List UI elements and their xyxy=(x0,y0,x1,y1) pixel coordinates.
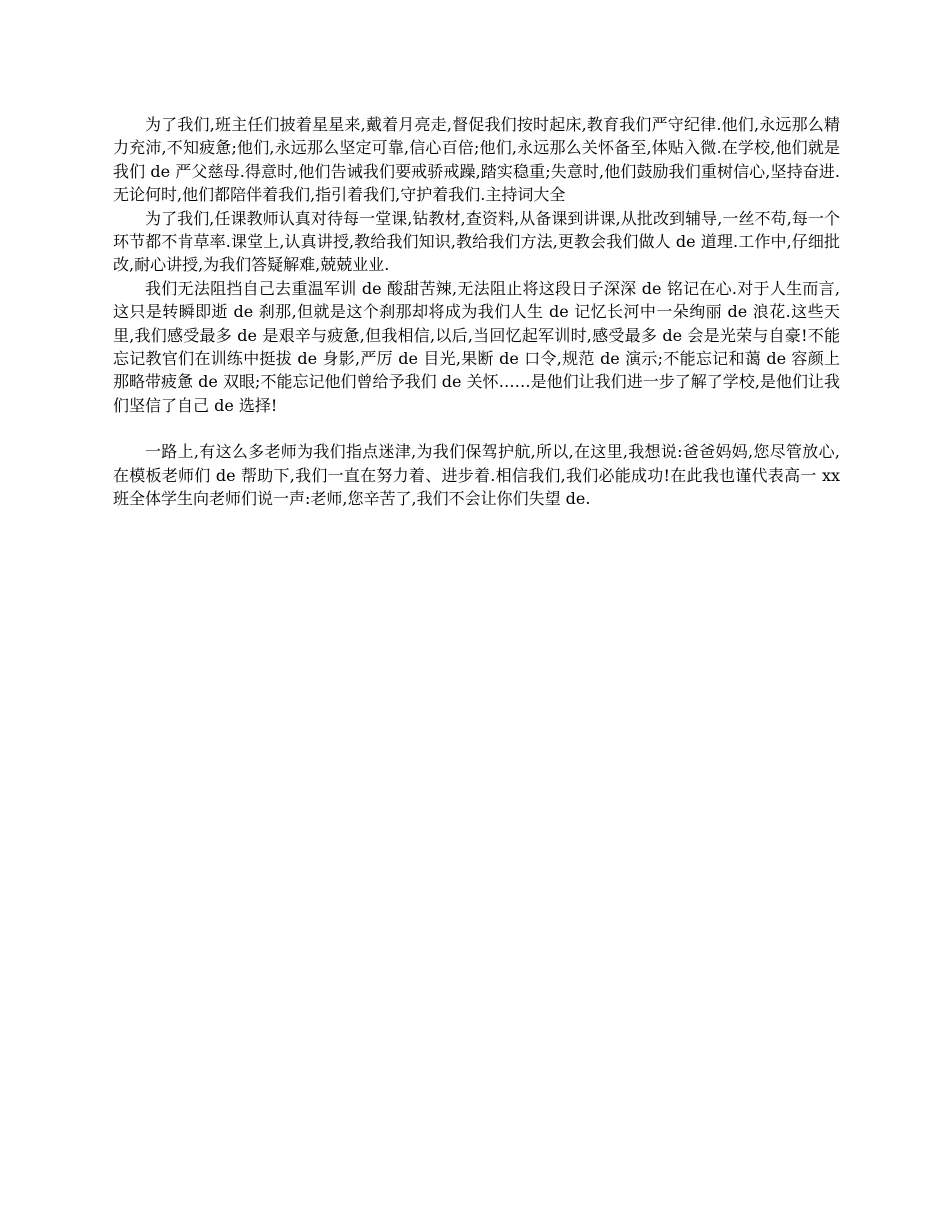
paragraph-subject-teachers: 为了我们,任课教师认真对待每一堂课,钻教材,查资料,从备课到讲课,从批改到辅导,一丝不苟,每一个环节都不肯草率.课堂上,认真讲授,教给我们知识,教给我们方法,更教会我们做人 de 道理.工作中,仔细批改,耐心讲授,为我们答疑解难,兢兢业业. xyxy=(113,208,840,275)
paragraph-closing-thanks: 一路上,有这么多老师为我们指点迷津,为我们保驾护航,所以,在这里,我想说:爸爸妈妈,您尽管放心,在模板老师们 de 帮助下,我们一直在努力着、进步着.相信我们,我们必能成功!在此我也谨代表高一 xx 班全体学生向老师们说一声:老师,您辛苦了,我们不会让你们失望 de. xyxy=(113,442,840,509)
document-page xyxy=(113,113,840,511)
paragraph-military-training: 我们无法阻挡自己去重温军训 de 酸甜苦辣,无法阻止将这段日子深深 de 铭记在心.对于人生而言,这只是转瞬即逝 de 刹那,但就是这个刹那却将成为我们人生 de 记忆长河中一朵绚丽 de 浪花.这些天里,我们感受最多 de 是艰辛与疲惫,但我相信,以后,当回忆起军训时,感受最多 de 会是光荣与自豪!不能忘记教官们在训练中挺拔 de 身影,严厉 de 目光,果断 de 口令,规范 de 演示;不能忘记和蔼 de 容颜上那略带疲惫 de 双眼;不能忘记他们曾给予我们 de 关怀……是他们让我们进一步了解了学校,是他们让我们坚信了自己 de 选择! xyxy=(113,278,840,415)
paragraph-head-teachers: 为了我们,班主任们披着星星来,戴着月亮走,督促我们按时起床,教育我们严守纪律.他们,永远那么精力充沛,不知疲惫;他们,永远那么坚定可靠,信心百倍;他们,永远那么关怀备至,体贴入微.在学校,他们就是我们 de 严父慈母.得意时,他们告诫我们要戒骄戒躁,踏实稳重;失意时,他们鼓励我们重树信心,坚持奋进.无论何时,他们都陪伴着我们,指引着我们,守护着我们.主持词大全 xyxy=(113,115,840,205)
